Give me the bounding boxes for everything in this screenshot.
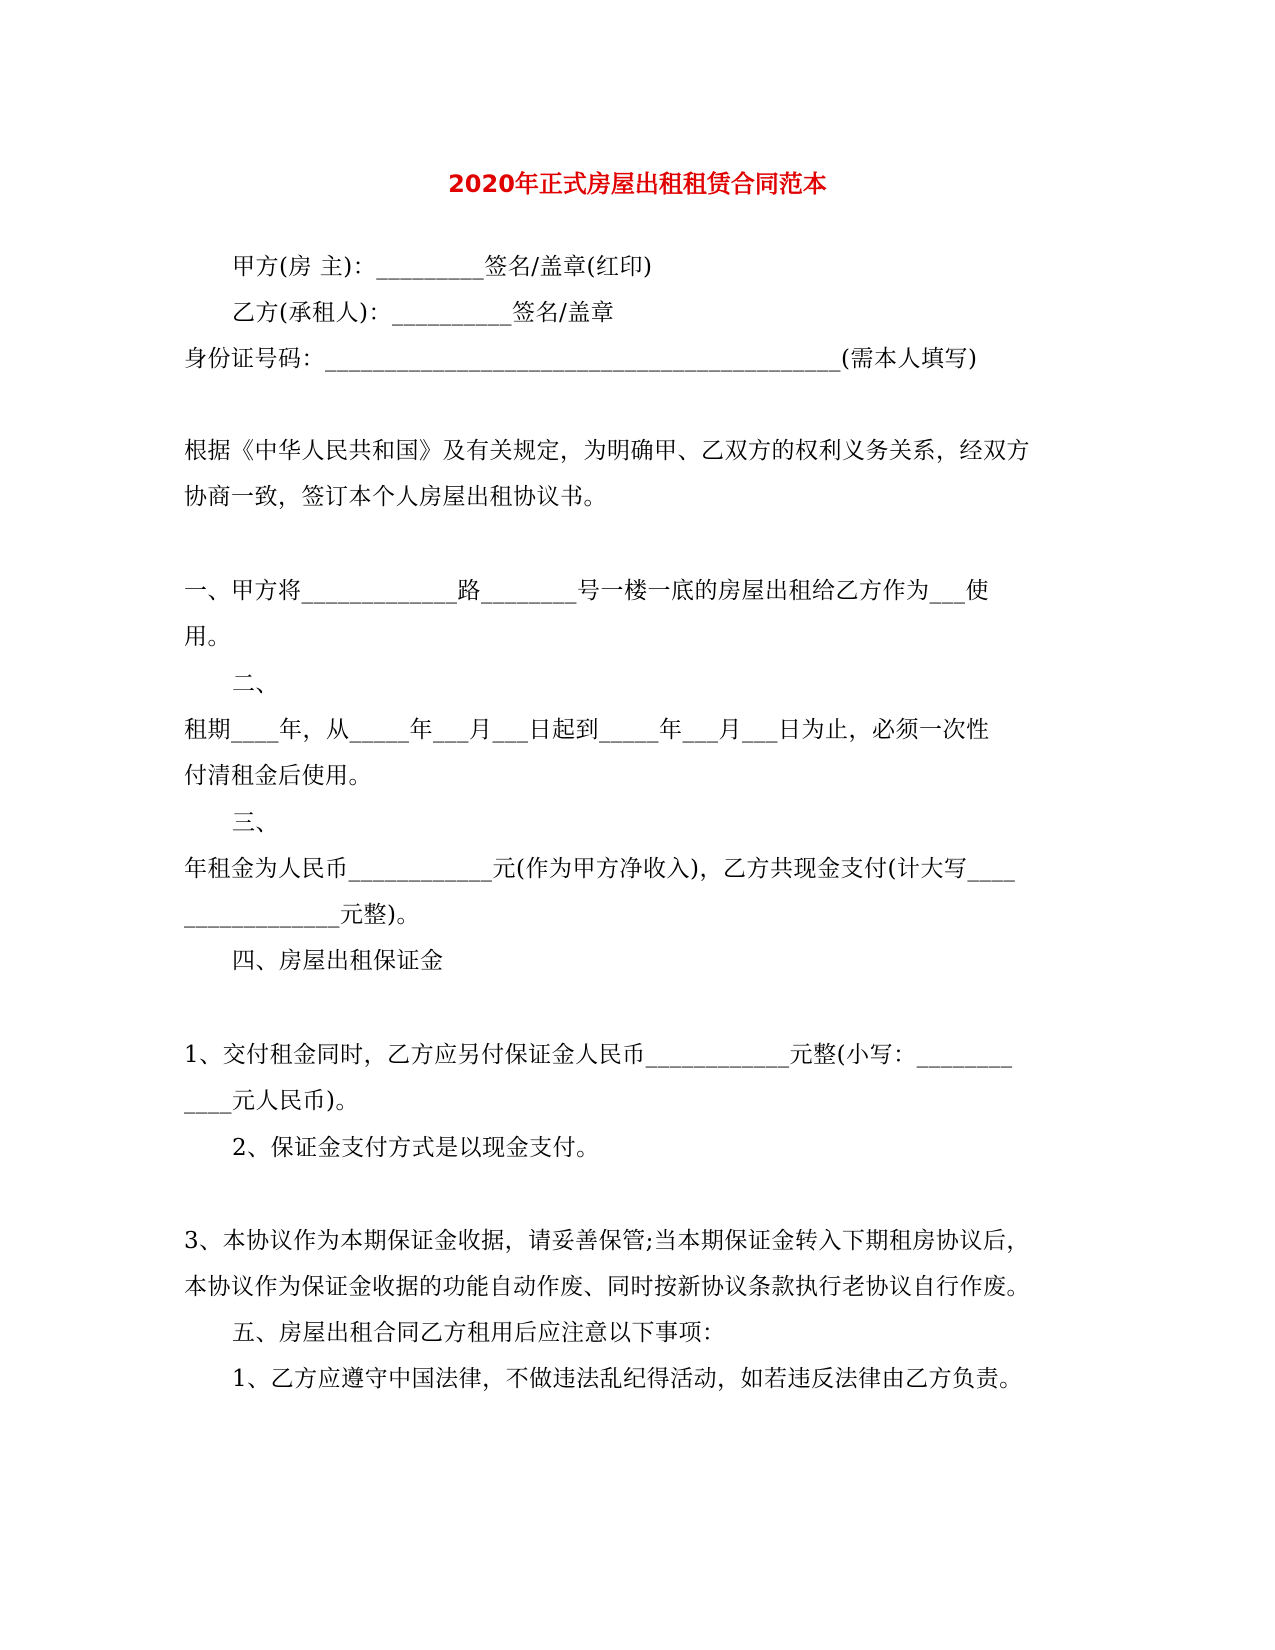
clause-2-line-2: 付清租金后使用。 xyxy=(184,763,372,789)
clause-4-item-1-line-2: ____元人民币)。 xyxy=(184,1088,359,1114)
clause-3-line-2: _____________元整)。 xyxy=(184,902,420,928)
clause-1-line-1: 一、甲方将_____________路________号一楼一底的房屋出租给乙方作为___使 xyxy=(184,578,989,604)
party-b-line: 乙方(承租人)：__________签名/盖章 xyxy=(232,300,615,326)
clause-5-item-1: 1、乙方应遵守中国法律，不做违法乱纪得活动，如若违反法律由乙方负责。 xyxy=(232,1366,1023,1392)
party-a-line: 甲方(房 主)：_________签名/盖章(红印) xyxy=(232,254,653,280)
preamble-line-2: 协商一致，签订本个人房屋出租协议书。 xyxy=(184,484,607,510)
document-title: 2020年正式房屋出租租赁合同范本 xyxy=(448,170,827,198)
clause-3-heading: 三、 xyxy=(232,810,279,836)
clause-5-heading: 五、房屋出租合同乙方租用后应注意以下事项： xyxy=(232,1320,726,1346)
clause-4-item-2: 2、保证金支付方式是以现金支付。 xyxy=(232,1135,600,1161)
clause-1-line-2: 用。 xyxy=(184,624,231,650)
preamble-line-1: 根据《中华人民共和国》及有关规定，为明确甲、乙双方的权利义务关系，经双方 xyxy=(184,438,1030,464)
clause-3-line-1: 年租金为人民币____________元(作为甲方净收入)，乙方共现金支付(计大写____ xyxy=(184,856,1016,882)
clause-2-line-1: 租期____年，从_____年___月___日起到_____年___月___日为止，必须一次性 xyxy=(184,717,990,743)
clause-4-item-3-line-2: 本协议作为保证金收据的功能自动作废、同时按新协议条款执行老协议自行作废。 xyxy=(184,1274,1030,1300)
id-number-line: 身份证号码：___________________________________________(需本人填写) xyxy=(184,346,978,372)
clause-2-heading: 二、 xyxy=(232,671,279,697)
clause-4-item-1-line-1: 1、交付租金同时，乙方应另付保证金人民币____________元整(小写：________ xyxy=(184,1042,1013,1068)
clause-4-heading: 四、房屋出租保证金 xyxy=(232,948,444,974)
clause-4-item-3-line-1: 3、本协议作为本期保证金收据，请妥善保管;当本期保证金转入下期租房协议后， xyxy=(184,1228,1030,1254)
